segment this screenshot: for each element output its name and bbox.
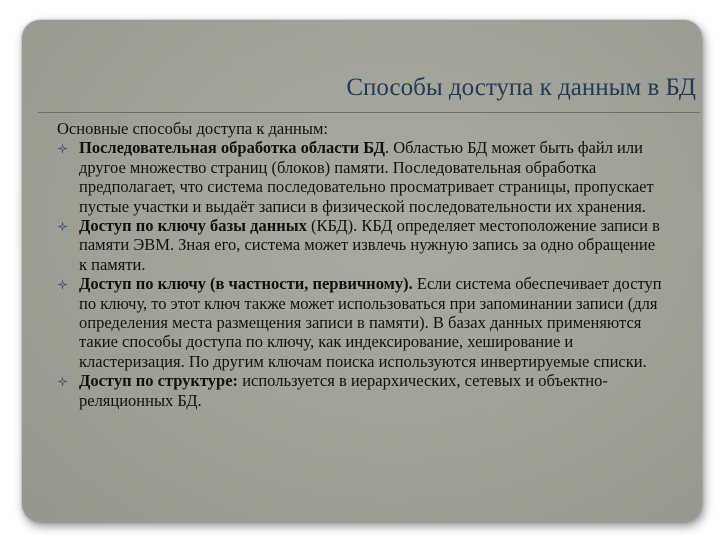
item-text: (КБД). КБД определяет местоположение записи в памяти ЭВМ. Зная его, система может извлечь нужную запись за одно обращение к памяти. — [79, 216, 660, 274]
item-heading: Последовательная обработка области БД — [79, 138, 385, 158]
list-item — [57, 138, 667, 216]
item-heading: Доступ по структуре: — [79, 371, 239, 391]
list-item — [57, 371, 667, 410]
item-text: . Областью БД может быть файл или другое множество страниц (блоков) памяти. Последовательная обработка предполагает, что система последовательно просматривает страницы, пропускает пустые участки и выдаёт записи в физической последовательности их хранения. — [79, 138, 654, 216]
title-divider — [38, 112, 700, 113]
slide-body — [57, 119, 667, 410]
slide-title: Способы доступа к данным в БД — [346, 74, 696, 101]
diamond-bullet-icon — [57, 279, 68, 290]
access-methods-list — [57, 138, 667, 410]
item-heading: Доступ по ключу базы данных — [79, 216, 307, 236]
list-item — [57, 216, 667, 274]
item-heading: Доступ по ключу (в частности, первичному). — [79, 274, 413, 294]
item-text: Если система обеспечивает доступ по ключу, то этот ключ также может использоваться при запоминании записи (для определения места размещения записи в памяти). В базах данных применяются такие способы доступа по ключу, как индексирование, хеширование и кластеризация. По другим ключам поиска используются инвертируемые списки. — [79, 274, 662, 371]
diamond-bullet-icon — [57, 221, 68, 232]
item-text: используется в иерархических, сетевых и объектно-реляционных БД. — [79, 371, 608, 410]
list-item — [57, 274, 667, 371]
intro-text: Основные способы доступа к данным: — [57, 119, 329, 138]
diamond-bullet-icon — [57, 376, 68, 387]
diamond-bullet-icon — [57, 143, 68, 154]
